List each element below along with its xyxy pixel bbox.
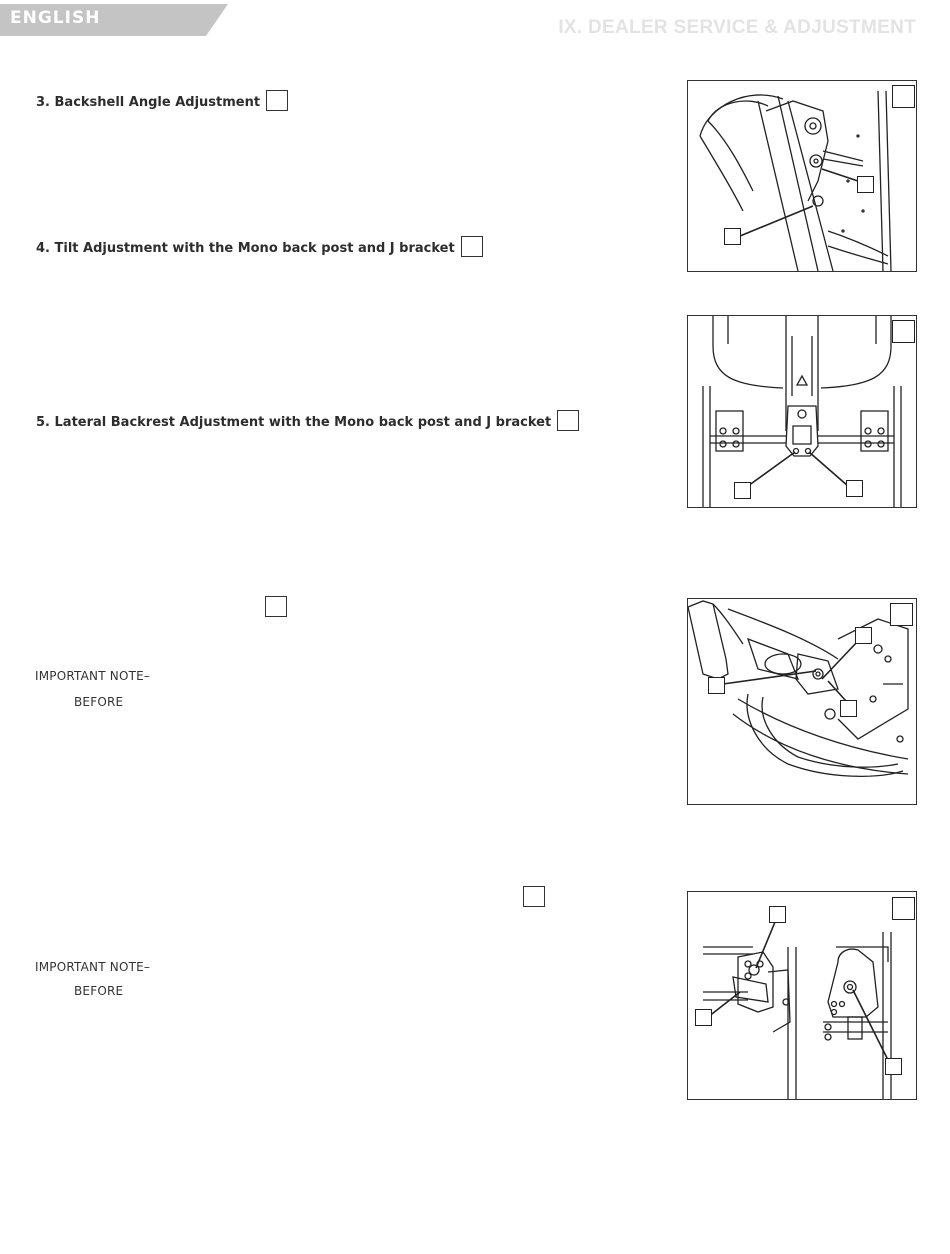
heading-text: 4. Tilt Adjustment with the Mono back post and J bracket xyxy=(36,241,455,256)
figure-ref-box xyxy=(265,596,287,617)
callout-box xyxy=(846,480,863,497)
bracket-closeup-illustration xyxy=(688,892,916,1099)
heading-text: 3. Backshell Angle Adjustment xyxy=(36,95,261,110)
important-note-before: BEFORE xyxy=(74,695,124,709)
section-title: IX. DEALER SERVICE & ADJUSTMENT xyxy=(558,17,916,38)
language-tab xyxy=(0,0,240,38)
figure-number-box xyxy=(892,320,915,343)
figure-bracket-closeup xyxy=(687,891,917,1100)
callout-box xyxy=(855,627,872,644)
callout-box xyxy=(695,1009,712,1026)
callout-box xyxy=(724,228,741,245)
figure-j-bracket xyxy=(687,598,917,805)
important-note-before: BEFORE xyxy=(74,984,124,998)
callout-box xyxy=(708,677,725,694)
callout-box xyxy=(734,482,751,499)
figure-ref-box xyxy=(557,410,579,431)
figure-ref-box xyxy=(266,90,288,111)
callout-box xyxy=(769,906,786,923)
callout-box xyxy=(857,176,874,193)
figure-backshell-angle xyxy=(687,80,917,272)
figure-number-box xyxy=(892,897,915,920)
figure-number-box xyxy=(890,603,913,626)
heading-text: 5. Lateral Backrest Adjustment with the Mono back post and J bracket xyxy=(36,415,552,430)
heading-backshell-angle xyxy=(36,92,288,113)
important-note-label: IMPORTANT NOTE– xyxy=(35,669,151,683)
callout-box xyxy=(885,1058,902,1075)
callout-box xyxy=(840,700,857,717)
j-bracket-side-illustration xyxy=(688,599,916,804)
figure-number-box xyxy=(892,85,915,108)
language-label: ENGLISH xyxy=(10,8,101,28)
figure-ref-box xyxy=(523,886,545,907)
backshell-angle-illustration xyxy=(688,81,916,271)
heading-lateral-backrest xyxy=(36,412,579,433)
mono-back-post-rear-illustration xyxy=(688,316,916,507)
figure-mono-back-post xyxy=(687,315,917,508)
figure-ref-box xyxy=(461,236,483,257)
important-note-label: IMPORTANT NOTE– xyxy=(35,960,151,974)
heading-tilt-adjustment xyxy=(36,238,483,259)
